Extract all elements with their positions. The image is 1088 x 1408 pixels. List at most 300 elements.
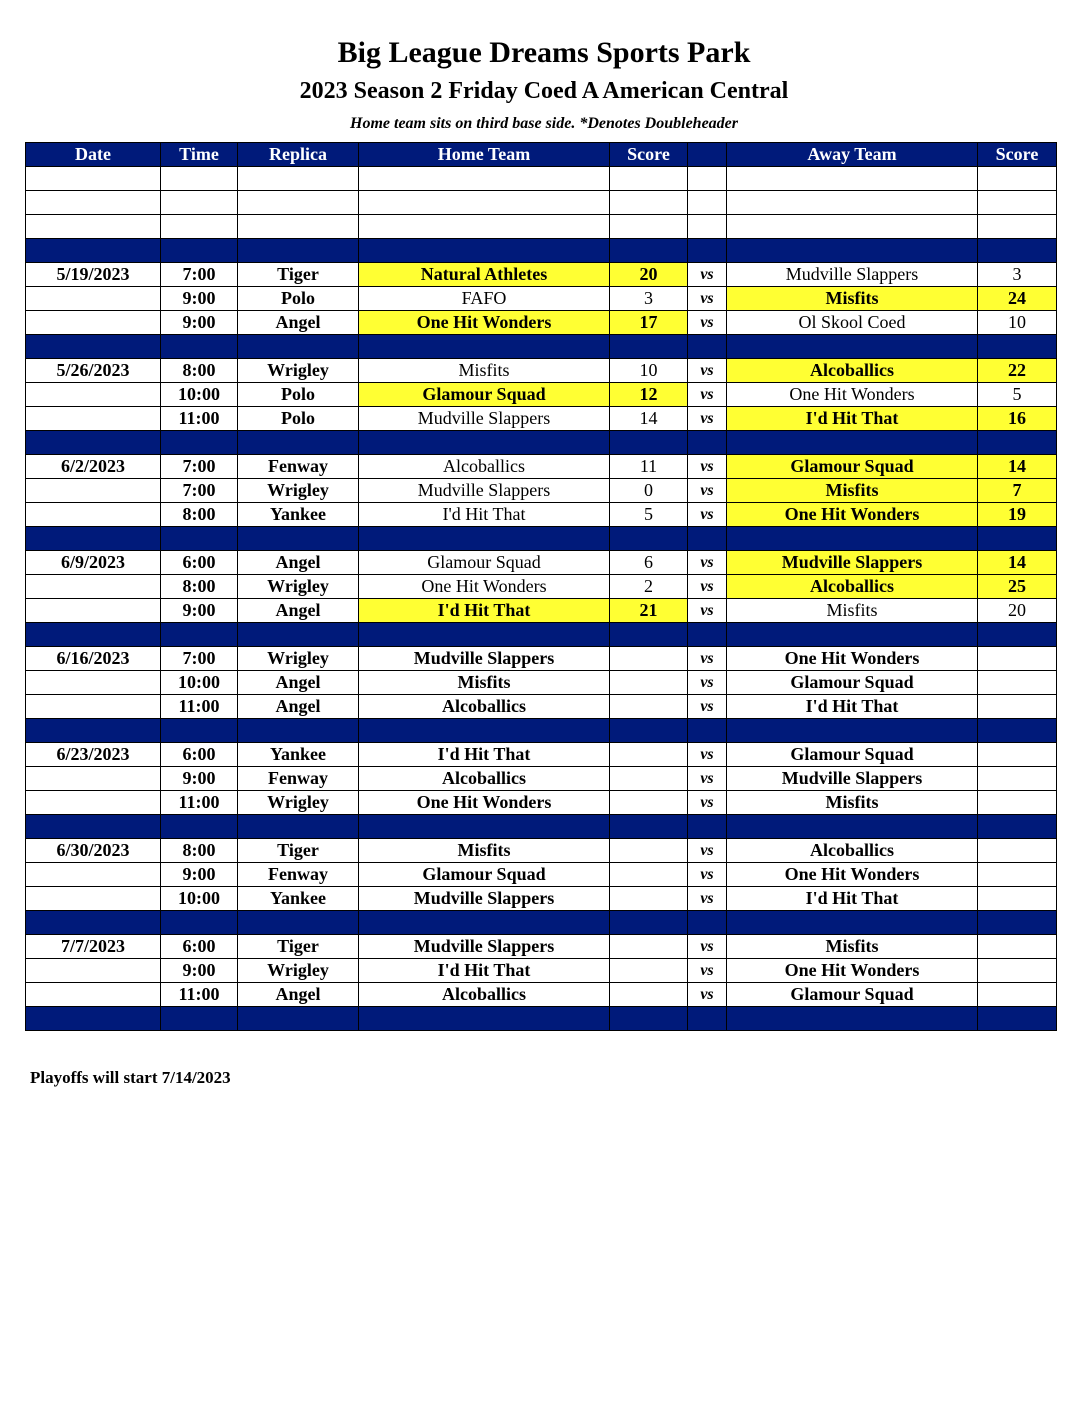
game-field: Yankee bbox=[238, 743, 359, 767]
game-field: Wrigley bbox=[238, 575, 359, 599]
empty-cell bbox=[359, 911, 610, 935]
away-team: Ol Skool Coed bbox=[727, 311, 978, 335]
empty-cell bbox=[238, 815, 359, 839]
away-score bbox=[978, 647, 1057, 671]
home-score: 14 bbox=[610, 407, 688, 431]
empty-cell bbox=[26, 623, 161, 647]
home-team: Mudville Slappers bbox=[359, 407, 610, 431]
home-team: Mudville Slappers bbox=[359, 479, 610, 503]
home-team: Misfits bbox=[359, 839, 610, 863]
empty-cell bbox=[688, 431, 727, 455]
empty-cell bbox=[978, 191, 1057, 215]
away-score bbox=[978, 983, 1057, 1007]
schedule-note: Home team sits on third base side. *Denotes Doubleheader bbox=[350, 115, 738, 132]
empty-cell bbox=[26, 671, 161, 695]
empty-cell bbox=[359, 335, 610, 359]
home-score bbox=[610, 959, 688, 983]
game-field: Angel bbox=[238, 983, 359, 1007]
home-score: 10 bbox=[610, 359, 688, 383]
home-score: 6 bbox=[610, 551, 688, 575]
empty-cell bbox=[610, 167, 688, 191]
blank-row bbox=[26, 191, 1057, 215]
separator-row bbox=[26, 239, 1057, 263]
game-time: 9:00 bbox=[161, 287, 238, 311]
empty-cell bbox=[26, 503, 161, 527]
game-time: 7:00 bbox=[161, 455, 238, 479]
game-row bbox=[26, 791, 1057, 815]
empty-cell bbox=[610, 623, 688, 647]
away-team: Misfits bbox=[727, 479, 978, 503]
col-away-score: Score bbox=[978, 143, 1057, 167]
game-time: 10:00 bbox=[161, 671, 238, 695]
home-score: 12 bbox=[610, 383, 688, 407]
vs-label: vs bbox=[688, 695, 727, 719]
col-time: Time bbox=[161, 143, 238, 167]
game-row bbox=[26, 959, 1057, 983]
empty-cell bbox=[26, 959, 161, 983]
game-time: 9:00 bbox=[161, 311, 238, 335]
vs-label: vs bbox=[688, 647, 727, 671]
empty-cell bbox=[26, 191, 161, 215]
empty-cell bbox=[610, 239, 688, 263]
game-row bbox=[26, 647, 1057, 671]
empty-cell bbox=[26, 1007, 161, 1031]
home-score: 2 bbox=[610, 575, 688, 599]
game-row bbox=[26, 263, 1057, 287]
empty-cell bbox=[688, 719, 727, 743]
blank-row bbox=[26, 215, 1057, 239]
empty-cell bbox=[238, 239, 359, 263]
empty-cell bbox=[610, 335, 688, 359]
empty-cell bbox=[359, 719, 610, 743]
away-score bbox=[978, 671, 1057, 695]
game-time: 8:00 bbox=[161, 503, 238, 527]
empty-cell bbox=[610, 191, 688, 215]
col-home-score: Score bbox=[610, 143, 688, 167]
home-score bbox=[610, 935, 688, 959]
game-field: Polo bbox=[238, 407, 359, 431]
game-row bbox=[26, 551, 1057, 575]
home-score bbox=[610, 887, 688, 911]
separator-row bbox=[26, 1007, 1057, 1031]
empty-cell bbox=[161, 911, 238, 935]
empty-cell bbox=[978, 719, 1057, 743]
empty-cell bbox=[161, 1007, 238, 1031]
game-time: 11:00 bbox=[161, 695, 238, 719]
away-team: Misfits bbox=[727, 287, 978, 311]
empty-cell bbox=[26, 407, 161, 431]
empty-cell bbox=[238, 527, 359, 551]
empty-cell bbox=[26, 575, 161, 599]
game-row bbox=[26, 863, 1057, 887]
empty-cell bbox=[26, 335, 161, 359]
separator-row bbox=[26, 431, 1057, 455]
away-score bbox=[978, 959, 1057, 983]
home-team: Alcoballics bbox=[359, 695, 610, 719]
empty-cell bbox=[688, 191, 727, 215]
empty-cell bbox=[978, 623, 1057, 647]
home-team: Misfits bbox=[359, 671, 610, 695]
game-time: 7:00 bbox=[161, 647, 238, 671]
game-field: Angel bbox=[238, 695, 359, 719]
empty-cell bbox=[26, 815, 161, 839]
game-row bbox=[26, 767, 1057, 791]
empty-cell bbox=[610, 815, 688, 839]
season-subtitle: 2023 Season 2 Friday Coed A American Central bbox=[299, 78, 789, 104]
empty-cell bbox=[238, 623, 359, 647]
empty-cell bbox=[978, 431, 1057, 455]
game-time: 6:00 bbox=[161, 935, 238, 959]
home-team: Mudville Slappers bbox=[359, 887, 610, 911]
away-score: 14 bbox=[978, 551, 1057, 575]
separator-row bbox=[26, 815, 1057, 839]
separator-row bbox=[26, 335, 1057, 359]
away-score: 7 bbox=[978, 479, 1057, 503]
game-field: Wrigley bbox=[238, 479, 359, 503]
vs-label: vs bbox=[688, 575, 727, 599]
home-score: 17 bbox=[610, 311, 688, 335]
empty-cell bbox=[238, 911, 359, 935]
col-home-team: Home Team bbox=[359, 143, 610, 167]
schedule-table bbox=[25, 142, 1057, 1031]
empty-cell bbox=[238, 335, 359, 359]
game-row bbox=[26, 359, 1057, 383]
game-date: 6/16/2023 bbox=[26, 647, 161, 671]
away-team: Alcoballics bbox=[727, 839, 978, 863]
empty-cell bbox=[727, 167, 978, 191]
empty-cell bbox=[161, 239, 238, 263]
vs-label: vs bbox=[688, 983, 727, 1007]
empty-cell bbox=[688, 527, 727, 551]
vs-label: vs bbox=[688, 839, 727, 863]
empty-cell bbox=[26, 599, 161, 623]
game-time: 11:00 bbox=[161, 407, 238, 431]
empty-cell bbox=[978, 215, 1057, 239]
away-team: Misfits bbox=[727, 935, 978, 959]
home-score bbox=[610, 671, 688, 695]
away-team: I'd Hit That bbox=[727, 887, 978, 911]
game-date: 5/19/2023 bbox=[26, 263, 161, 287]
game-row bbox=[26, 671, 1057, 695]
game-field: Fenway bbox=[238, 767, 359, 791]
away-score bbox=[978, 863, 1057, 887]
empty-cell bbox=[26, 431, 161, 455]
col-away-team: Away Team bbox=[727, 143, 978, 167]
home-score: 21 bbox=[610, 599, 688, 623]
empty-cell bbox=[238, 431, 359, 455]
away-team: Misfits bbox=[727, 599, 978, 623]
game-time: 8:00 bbox=[161, 359, 238, 383]
empty-cell bbox=[26, 527, 161, 551]
empty-cell bbox=[161, 719, 238, 743]
empty-cell bbox=[26, 887, 161, 911]
vs-label: vs bbox=[688, 311, 727, 335]
game-field: Angel bbox=[238, 671, 359, 695]
game-row bbox=[26, 455, 1057, 479]
away-score: 19 bbox=[978, 503, 1057, 527]
empty-cell bbox=[978, 167, 1057, 191]
home-score bbox=[610, 791, 688, 815]
empty-cell bbox=[688, 239, 727, 263]
away-team: Mudville Slappers bbox=[727, 767, 978, 791]
home-score bbox=[610, 743, 688, 767]
empty-cell bbox=[688, 623, 727, 647]
empty-cell bbox=[727, 527, 978, 551]
empty-cell bbox=[26, 383, 161, 407]
game-field: Tiger bbox=[238, 839, 359, 863]
game-date: 6/2/2023 bbox=[26, 455, 161, 479]
away-team: One Hit Wonders bbox=[727, 503, 978, 527]
empty-cell bbox=[978, 1007, 1057, 1031]
away-score: 22 bbox=[978, 359, 1057, 383]
game-field: Angel bbox=[238, 599, 359, 623]
game-time: 9:00 bbox=[161, 959, 238, 983]
game-field: Yankee bbox=[238, 503, 359, 527]
empty-cell bbox=[26, 695, 161, 719]
game-row bbox=[26, 743, 1057, 767]
away-team: Glamour Squad bbox=[727, 983, 978, 1007]
game-row bbox=[26, 479, 1057, 503]
empty-cell bbox=[238, 1007, 359, 1031]
empty-cell bbox=[727, 623, 978, 647]
home-team: Alcoballics bbox=[359, 983, 610, 1007]
empty-cell bbox=[727, 239, 978, 263]
empty-cell bbox=[978, 239, 1057, 263]
empty-cell bbox=[688, 335, 727, 359]
empty-cell bbox=[161, 527, 238, 551]
empty-cell bbox=[727, 191, 978, 215]
empty-cell bbox=[161, 215, 238, 239]
away-team: Glamour Squad bbox=[727, 743, 978, 767]
game-time: 9:00 bbox=[161, 599, 238, 623]
away-team: Mudville Slappers bbox=[727, 551, 978, 575]
empty-cell bbox=[727, 815, 978, 839]
home-score: 0 bbox=[610, 479, 688, 503]
home-score bbox=[610, 983, 688, 1007]
empty-cell bbox=[610, 215, 688, 239]
game-time: 9:00 bbox=[161, 863, 238, 887]
empty-cell bbox=[610, 719, 688, 743]
empty-cell bbox=[26, 911, 161, 935]
game-field: Polo bbox=[238, 383, 359, 407]
away-team: One Hit Wonders bbox=[727, 863, 978, 887]
empty-cell bbox=[26, 239, 161, 263]
away-team: Misfits bbox=[727, 791, 978, 815]
away-score: 14 bbox=[978, 455, 1057, 479]
home-score bbox=[610, 695, 688, 719]
home-team: Alcoballics bbox=[359, 767, 610, 791]
separator-row bbox=[26, 527, 1057, 551]
empty-cell bbox=[359, 167, 610, 191]
separator-row bbox=[26, 719, 1057, 743]
home-team: Glamour Squad bbox=[359, 551, 610, 575]
game-time: 6:00 bbox=[161, 743, 238, 767]
away-score: 24 bbox=[978, 287, 1057, 311]
vs-label: vs bbox=[688, 551, 727, 575]
empty-cell bbox=[978, 911, 1057, 935]
header-row bbox=[26, 143, 1057, 167]
home-score: 3 bbox=[610, 287, 688, 311]
vs-label: vs bbox=[688, 479, 727, 503]
away-team: Glamour Squad bbox=[727, 671, 978, 695]
home-team: Mudville Slappers bbox=[359, 935, 610, 959]
game-time: 11:00 bbox=[161, 791, 238, 815]
game-row bbox=[26, 887, 1057, 911]
game-field: Yankee bbox=[238, 887, 359, 911]
game-row bbox=[26, 383, 1057, 407]
away-score bbox=[978, 887, 1057, 911]
separator-row bbox=[26, 623, 1057, 647]
empty-cell bbox=[26, 863, 161, 887]
empty-cell bbox=[26, 215, 161, 239]
vs-label: vs bbox=[688, 455, 727, 479]
home-score bbox=[610, 839, 688, 863]
home-team: I'd Hit That bbox=[359, 743, 610, 767]
home-score: 5 bbox=[610, 503, 688, 527]
vs-label: vs bbox=[688, 503, 727, 527]
empty-cell bbox=[26, 167, 161, 191]
away-score bbox=[978, 743, 1057, 767]
away-team: One Hit Wonders bbox=[727, 647, 978, 671]
home-team: One Hit Wonders bbox=[359, 311, 610, 335]
home-team: Misfits bbox=[359, 359, 610, 383]
away-score: 3 bbox=[978, 263, 1057, 287]
empty-cell bbox=[610, 1007, 688, 1031]
home-team: Glamour Squad bbox=[359, 863, 610, 887]
col-date: Date bbox=[26, 143, 161, 167]
empty-cell bbox=[161, 431, 238, 455]
empty-cell bbox=[161, 167, 238, 191]
away-score bbox=[978, 935, 1057, 959]
game-row bbox=[26, 575, 1057, 599]
empty-cell bbox=[26, 719, 161, 743]
playoffs-note: Playoffs will start 7/14/2023 bbox=[30, 1068, 231, 1087]
game-time: 10:00 bbox=[161, 383, 238, 407]
game-row bbox=[26, 311, 1057, 335]
game-field: Angel bbox=[238, 551, 359, 575]
away-team: One Hit Wonders bbox=[727, 959, 978, 983]
page-title: Big League Dreams Sports Park bbox=[337, 36, 751, 69]
game-field: Tiger bbox=[238, 263, 359, 287]
empty-cell bbox=[161, 335, 238, 359]
empty-cell bbox=[727, 719, 978, 743]
home-team: I'd Hit That bbox=[359, 959, 610, 983]
home-score bbox=[610, 767, 688, 791]
game-date: 5/26/2023 bbox=[26, 359, 161, 383]
empty-cell bbox=[26, 791, 161, 815]
away-score bbox=[978, 767, 1057, 791]
empty-cell bbox=[238, 167, 359, 191]
empty-cell bbox=[610, 431, 688, 455]
game-row bbox=[26, 599, 1057, 623]
empty-cell bbox=[359, 623, 610, 647]
away-score: 10 bbox=[978, 311, 1057, 335]
away-team: One Hit Wonders bbox=[727, 383, 978, 407]
game-field: Wrigley bbox=[238, 647, 359, 671]
away-score bbox=[978, 839, 1057, 863]
away-team: Alcoballics bbox=[727, 575, 978, 599]
empty-cell bbox=[688, 167, 727, 191]
empty-cell bbox=[610, 527, 688, 551]
separator-row bbox=[26, 911, 1057, 935]
game-time: 7:00 bbox=[161, 479, 238, 503]
game-time: 11:00 bbox=[161, 983, 238, 1007]
game-date: 6/23/2023 bbox=[26, 743, 161, 767]
away-team: Glamour Squad bbox=[727, 455, 978, 479]
empty-cell bbox=[978, 527, 1057, 551]
away-score bbox=[978, 791, 1057, 815]
home-score: 20 bbox=[610, 263, 688, 287]
game-time: 10:00 bbox=[161, 887, 238, 911]
vs-label: vs bbox=[688, 863, 727, 887]
empty-cell bbox=[610, 911, 688, 935]
vs-label: vs bbox=[688, 263, 727, 287]
vs-label: vs bbox=[688, 935, 727, 959]
empty-cell bbox=[238, 719, 359, 743]
game-time: 9:00 bbox=[161, 767, 238, 791]
empty-cell bbox=[727, 215, 978, 239]
vs-label: vs bbox=[688, 767, 727, 791]
game-field: Polo bbox=[238, 287, 359, 311]
game-time: 8:00 bbox=[161, 575, 238, 599]
empty-cell bbox=[359, 431, 610, 455]
home-team: One Hit Wonders bbox=[359, 575, 610, 599]
away-team: Alcoballics bbox=[727, 359, 978, 383]
away-score: 5 bbox=[978, 383, 1057, 407]
game-field: Wrigley bbox=[238, 359, 359, 383]
vs-label: vs bbox=[688, 959, 727, 983]
game-row bbox=[26, 503, 1057, 527]
empty-cell bbox=[359, 215, 610, 239]
empty-cell bbox=[26, 311, 161, 335]
away-score: 20 bbox=[978, 599, 1057, 623]
vs-label: vs bbox=[688, 743, 727, 767]
game-date: 6/9/2023 bbox=[26, 551, 161, 575]
vs-label: vs bbox=[688, 359, 727, 383]
home-team: I'd Hit That bbox=[359, 503, 610, 527]
game-row bbox=[26, 407, 1057, 431]
empty-cell bbox=[688, 815, 727, 839]
empty-cell bbox=[688, 215, 727, 239]
empty-cell bbox=[727, 431, 978, 455]
empty-cell bbox=[161, 815, 238, 839]
empty-cell bbox=[688, 911, 727, 935]
empty-cell bbox=[238, 215, 359, 239]
empty-cell bbox=[26, 983, 161, 1007]
game-time: 7:00 bbox=[161, 263, 238, 287]
game-field: Tiger bbox=[238, 935, 359, 959]
empty-cell bbox=[359, 815, 610, 839]
empty-cell bbox=[727, 911, 978, 935]
empty-cell bbox=[978, 335, 1057, 359]
empty-cell bbox=[688, 1007, 727, 1031]
empty-cell bbox=[359, 191, 610, 215]
away-score: 25 bbox=[978, 575, 1057, 599]
empty-cell bbox=[26, 479, 161, 503]
game-date: 7/7/2023 bbox=[26, 935, 161, 959]
vs-label: vs bbox=[688, 791, 727, 815]
empty-cell bbox=[359, 239, 610, 263]
game-row bbox=[26, 935, 1057, 959]
empty-cell bbox=[238, 191, 359, 215]
empty-cell bbox=[26, 767, 161, 791]
vs-label: vs bbox=[688, 887, 727, 911]
game-field: Fenway bbox=[238, 863, 359, 887]
away-score: 16 bbox=[978, 407, 1057, 431]
empty-cell bbox=[161, 623, 238, 647]
home-score: 11 bbox=[610, 455, 688, 479]
vs-label: vs bbox=[688, 599, 727, 623]
